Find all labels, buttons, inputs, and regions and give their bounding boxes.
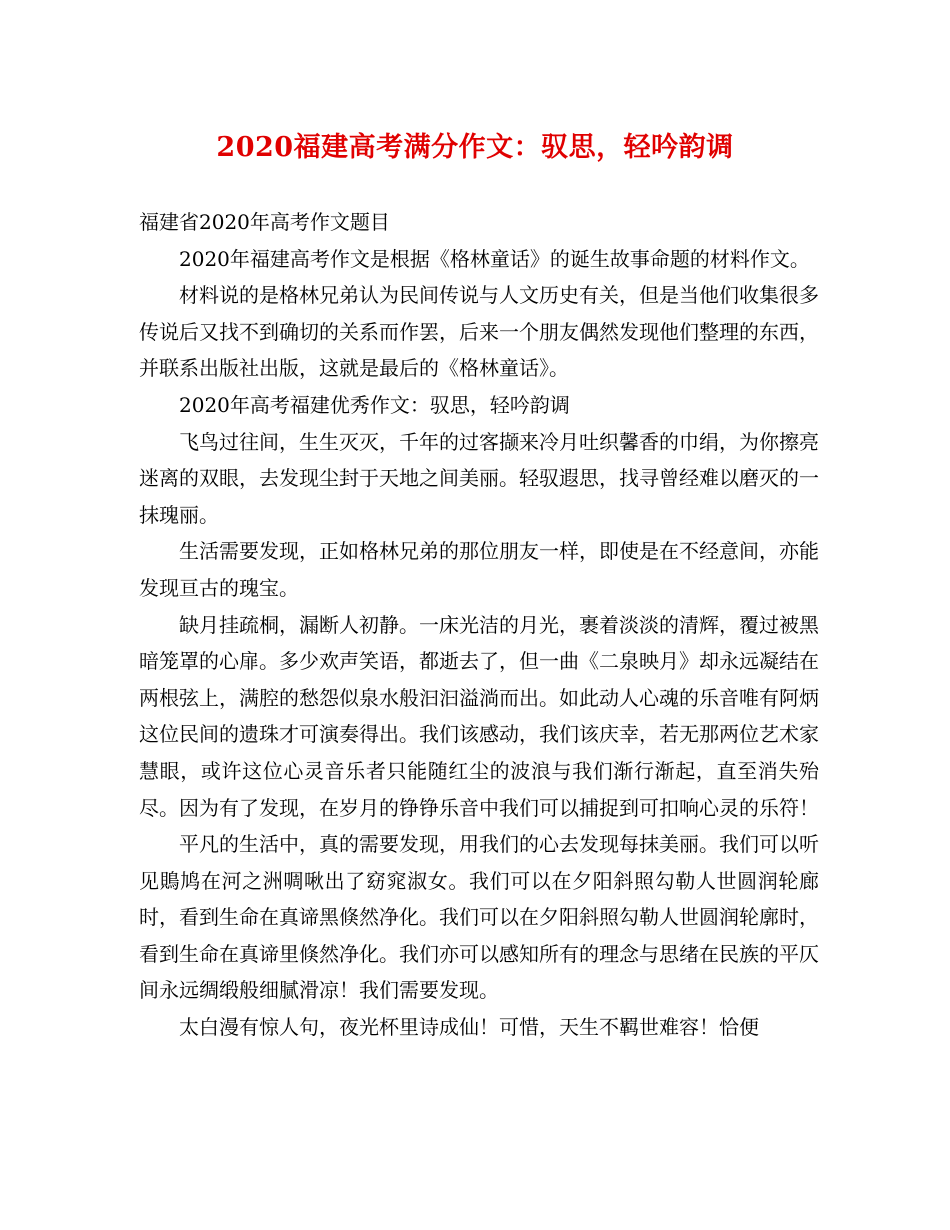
document-title: 2020福建高考满分作文：驭思，轻吟韵调 (216, 132, 734, 163)
paragraph: 生活需要发现，正如格林兄弟的那位朋友一样，即使是在不经意间，亦能发现亘古的瑰宝。 (139, 539, 819, 600)
document-body (139, 204, 819, 1046)
paragraph-heading: 福建省2020年高考作文题目 (139, 210, 390, 234)
paragraph: 太白漫有惊人句，夜光杯里诗成仙！可惜，天生不羁世难容！恰便 (179, 1015, 759, 1040)
paragraph: 材料说的是格林兄弟认为民间传说与人文历史有关，但是当他们收集很多传说后又找不到确切的关系而作罢，后来一个朋友偶然发现他们整理的东西，并联系出版社出版，这就是最后的《格林童话》。 (139, 283, 819, 381)
paragraph: 缺月挂疏桐，漏断人初静。一床光洁的月光，裹着淡淡的清辉，覆过被黑暗笼罩的心扉。多少欢声笑语，都逝去了，但一曲《二泉映月》却永远凝结在两根弦上，满腔的愁怨似泉水般汩汩溢淌而出。如此动人心魂的乐音唯有阿炳这位民间的遗珠才可演奏得出。我们该感动，我们该庆幸，若无那两位艺术家慧眼，或许这位心灵音乐者只能随红尘的波浪与我们渐行渐起，直至消失殆尽。因为有了发现，在岁月的铮铮乐音中我们可以捕捉到可扣响心灵的乐符！ (139, 612, 819, 820)
paragraph: 飞鸟过往间，生生灭灭，千年的过客撷来冷月吐织馨香的巾绢，为你擦亮迷离的双眼，去发现尘封于天地之间美丽。轻驭遐思，找寻曾经难以磨灭的一抹瑰丽。 (139, 429, 819, 527)
paragraph-subtitle: 2020年高考福建优秀作文：驭思，轻吟韵调 (179, 392, 570, 417)
paragraph: 2020年福建高考作文是根据《格林童话》的诞生故事命题的材料作文。 (179, 246, 810, 271)
paragraph: 平凡的生活中，真的需要发现，用我们的心去发现每抹美丽。我们可以听见鵙鸠在河之洲啁啾出了窈窕淑女。我们可以在夕阳斜照勾勒人世圆润轮廊时，看到生命在真谛黑倏然净化。我们可以在夕阳斜照勾勒人世圆润轮廓时，看到生命在真谛里倏然净化。我们亦可以感知所有的理念与思绪在民族的平仄间永远绸缎般细腻滑凉！我们需要发现。 (139, 832, 819, 1003)
